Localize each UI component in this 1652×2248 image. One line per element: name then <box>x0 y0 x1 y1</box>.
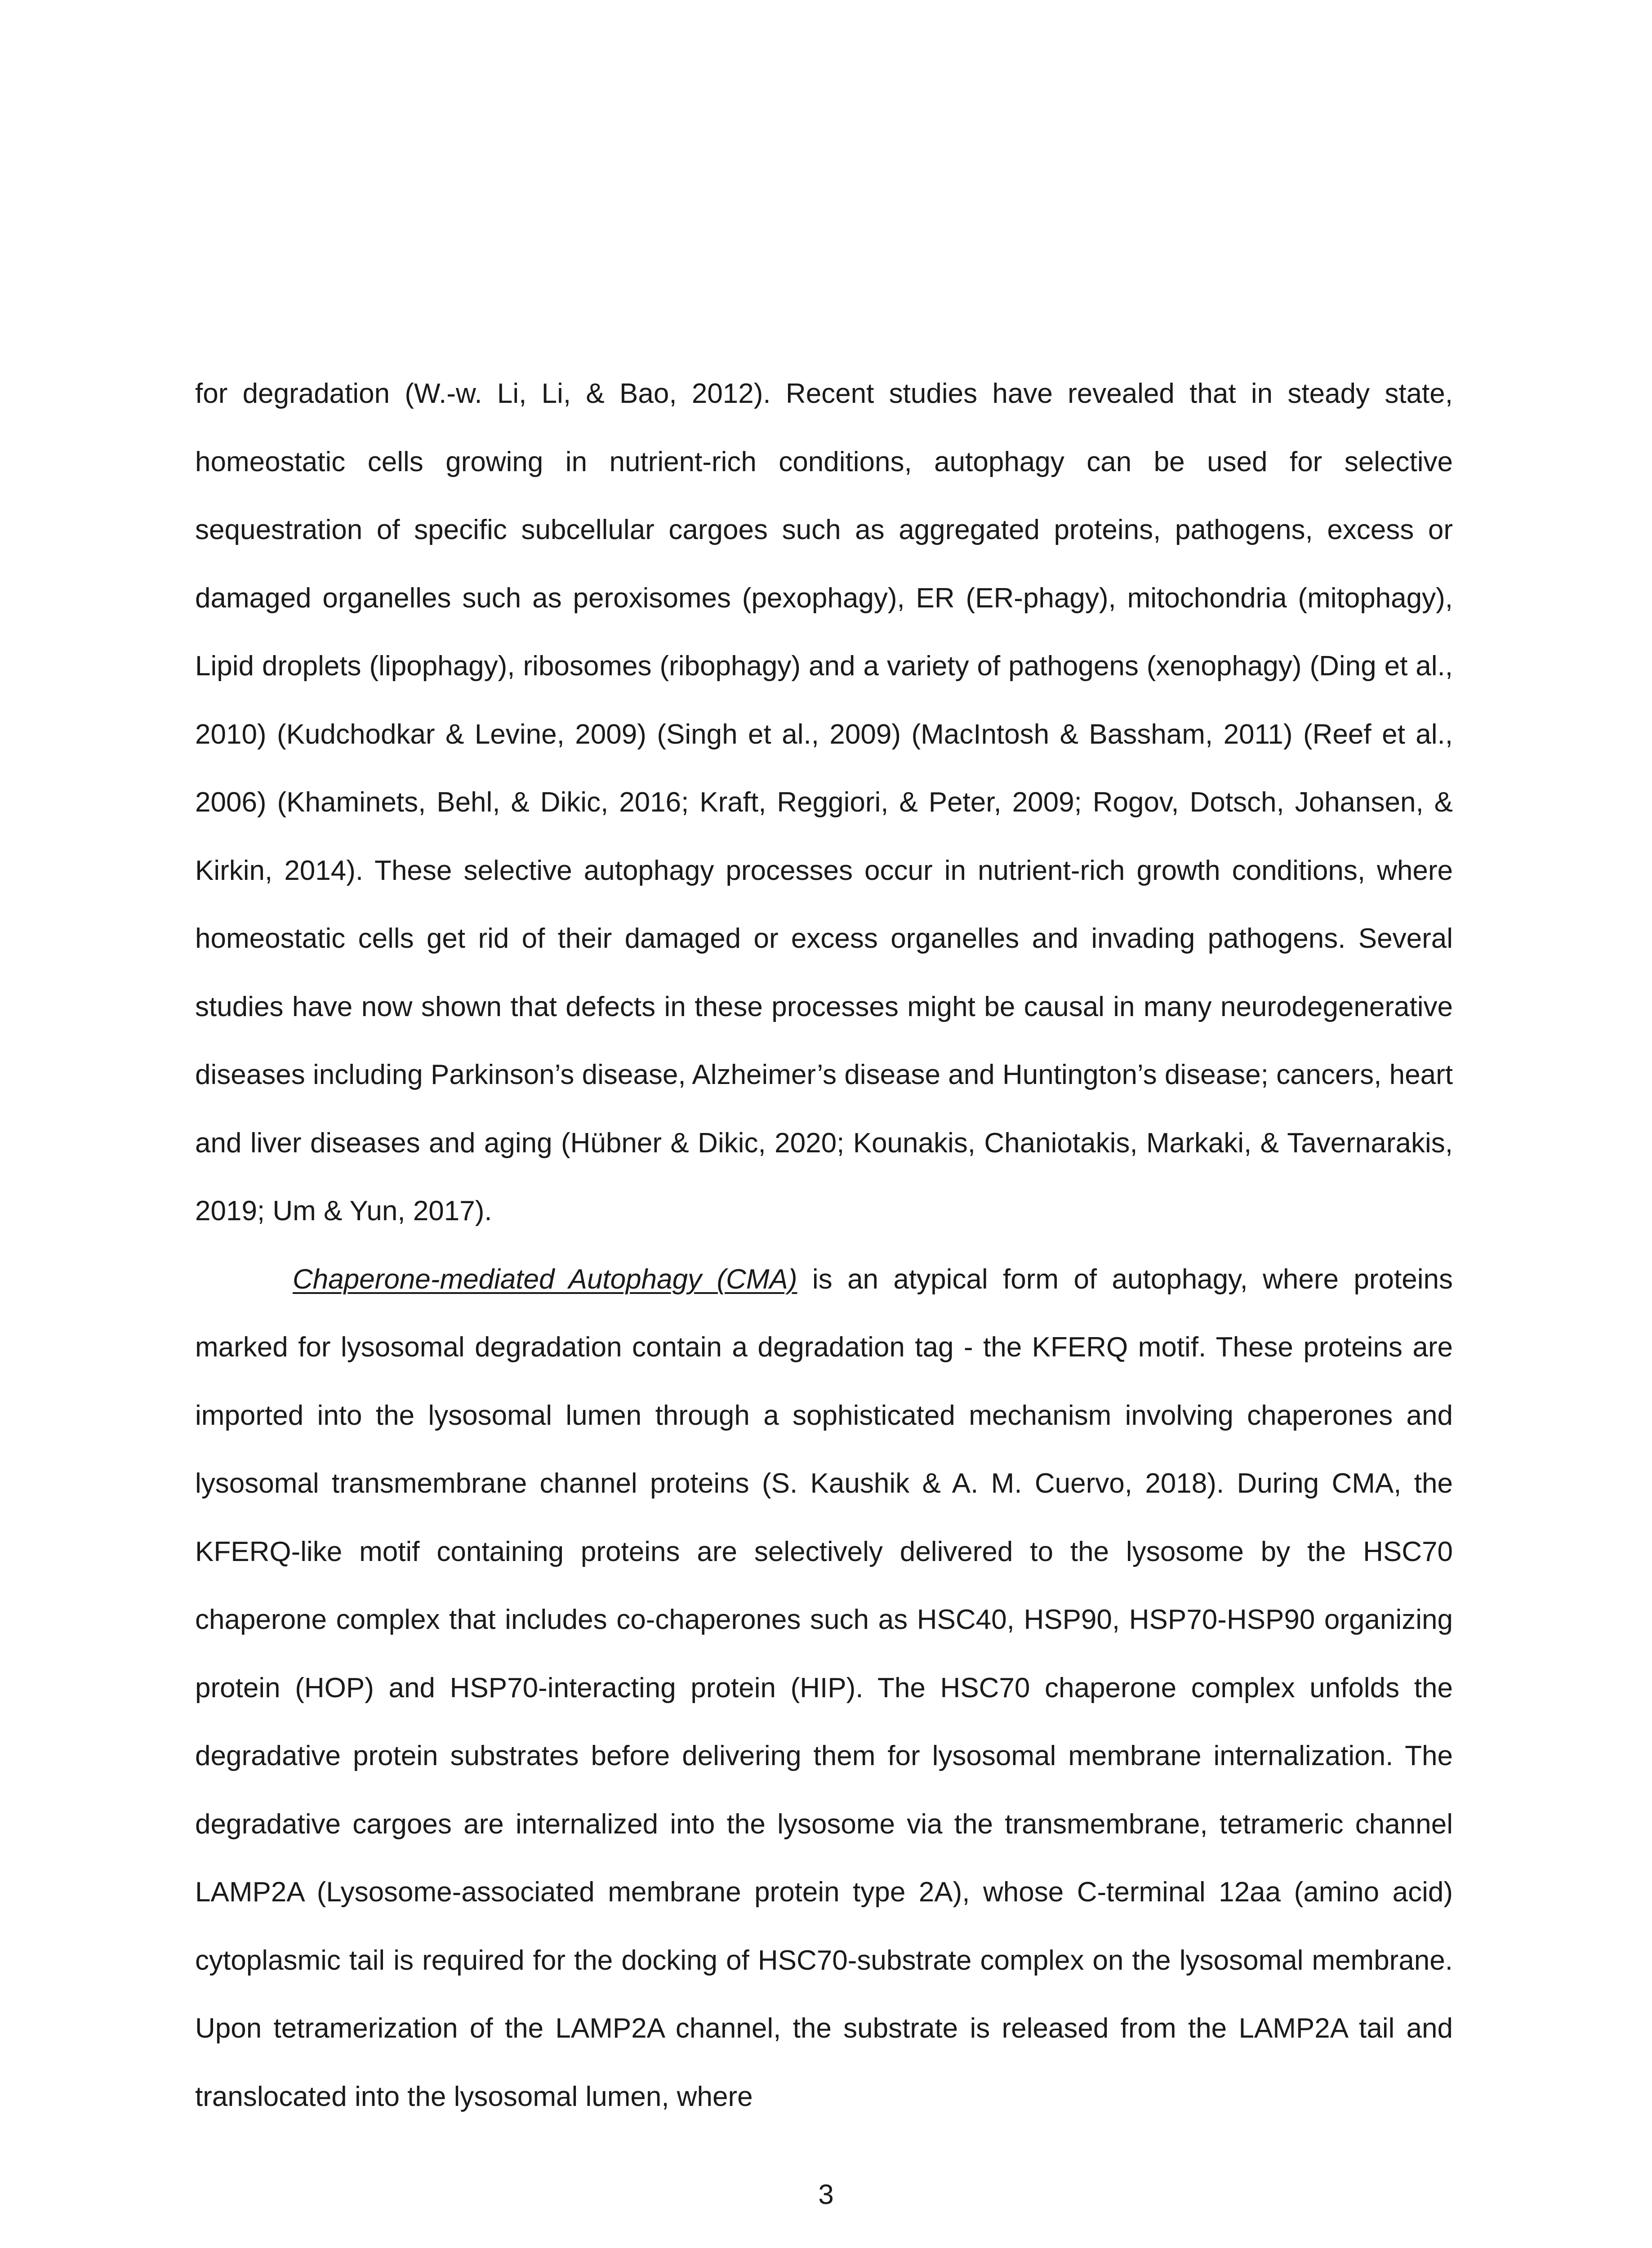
paragraph-autophagy-selective: for degradation (W.-w. Li, Li, & Bao, 2012). Recent studies have revealed that in steady state, homeostatic cells growing in nutrient-rich conditions, autophagy can be used for selective sequestration of specific subcellular cargoes such as aggregated proteins, pathogens, excess or damaged organelles such as peroxisomes (pexophagy), ER (ER-phagy), mitochondria (mitophagy), Lipid droplets (lipophagy), ribosomes (ribophagy) and a variety of pathogens (xenophagy) (Ding et al., 2010) (Kudchodkar & Levine, 2009) (Singh et al., 2009) (MacIntosh & Bassham, 2011) (Reef et al., 2006) (Khaminets, Behl, & Dikic, 2016; Kraft, Reggiori, & Peter, 2009; Rogov, Dotsch, Johansen, & Kirkin, 2014). These selective autophagy processes occur in nutrient-rich growth conditions, where homeostatic cells get rid of their damaged or excess organelles and invading pathogens. Several studies have now shown that defects in these processes might be causal in many neurodegenerative diseases including Parkinson’s disease, Alzheimer’s disease and Huntington’s disease; cancers, heart and liver diseases and aging (Hübner & Dikic, 2020; Kounakis, Chaniotakis, Markaki, & Tavernarakis, 2019; Um & Yun, 2017). <box>195 378 1453 1227</box>
paragraph-cma <box>195 1245 1453 2131</box>
paragraph-cma-text: is an atypical form of autophagy, where proteins marked for lysosomal degradation contain a degradation tag - the KFERQ motif. These proteins are imported into the lysosomal lumen through a sophisticated mechanism involving chaperones and lysosomal transmembrane channel proteins (S. Kaushik & A. M. Cuervo, 2018). During CMA, the KFERQ-like motif containing proteins are selectively delivered to the lysosome by the HSC70 chaperone complex that includes co-chaperones such as HSC40, HSP90, HSP70-HSP90 organizing protein (HOP) and HSP70-interacting protein (HIP). The HSC70 chaperone complex unfolds the degradative protein substrates before delivering them for lysosomal membrane internalization. The degradative cargoes are internalized into the lysosome via the transmembrane, tetrameric channel LAMP2A (Lysosome-associated membrane protein type 2A), whose C-terminal 12aa (amino acid) cytoplasmic tail is required for the docking of HSC70-substrate complex on the lysosomal membrane. Upon tetramerization of the LAMP2A channel, the substrate is released from the LAMP2A tail and translocated into the lysosomal lumen, where <box>195 1263 1453 2112</box>
body-text <box>195 360 1453 2131</box>
cma-section-term: Chaperone-mediated Autophagy (CMA) <box>293 1263 797 1295</box>
page-number: 3 <box>818 2179 834 2210</box>
